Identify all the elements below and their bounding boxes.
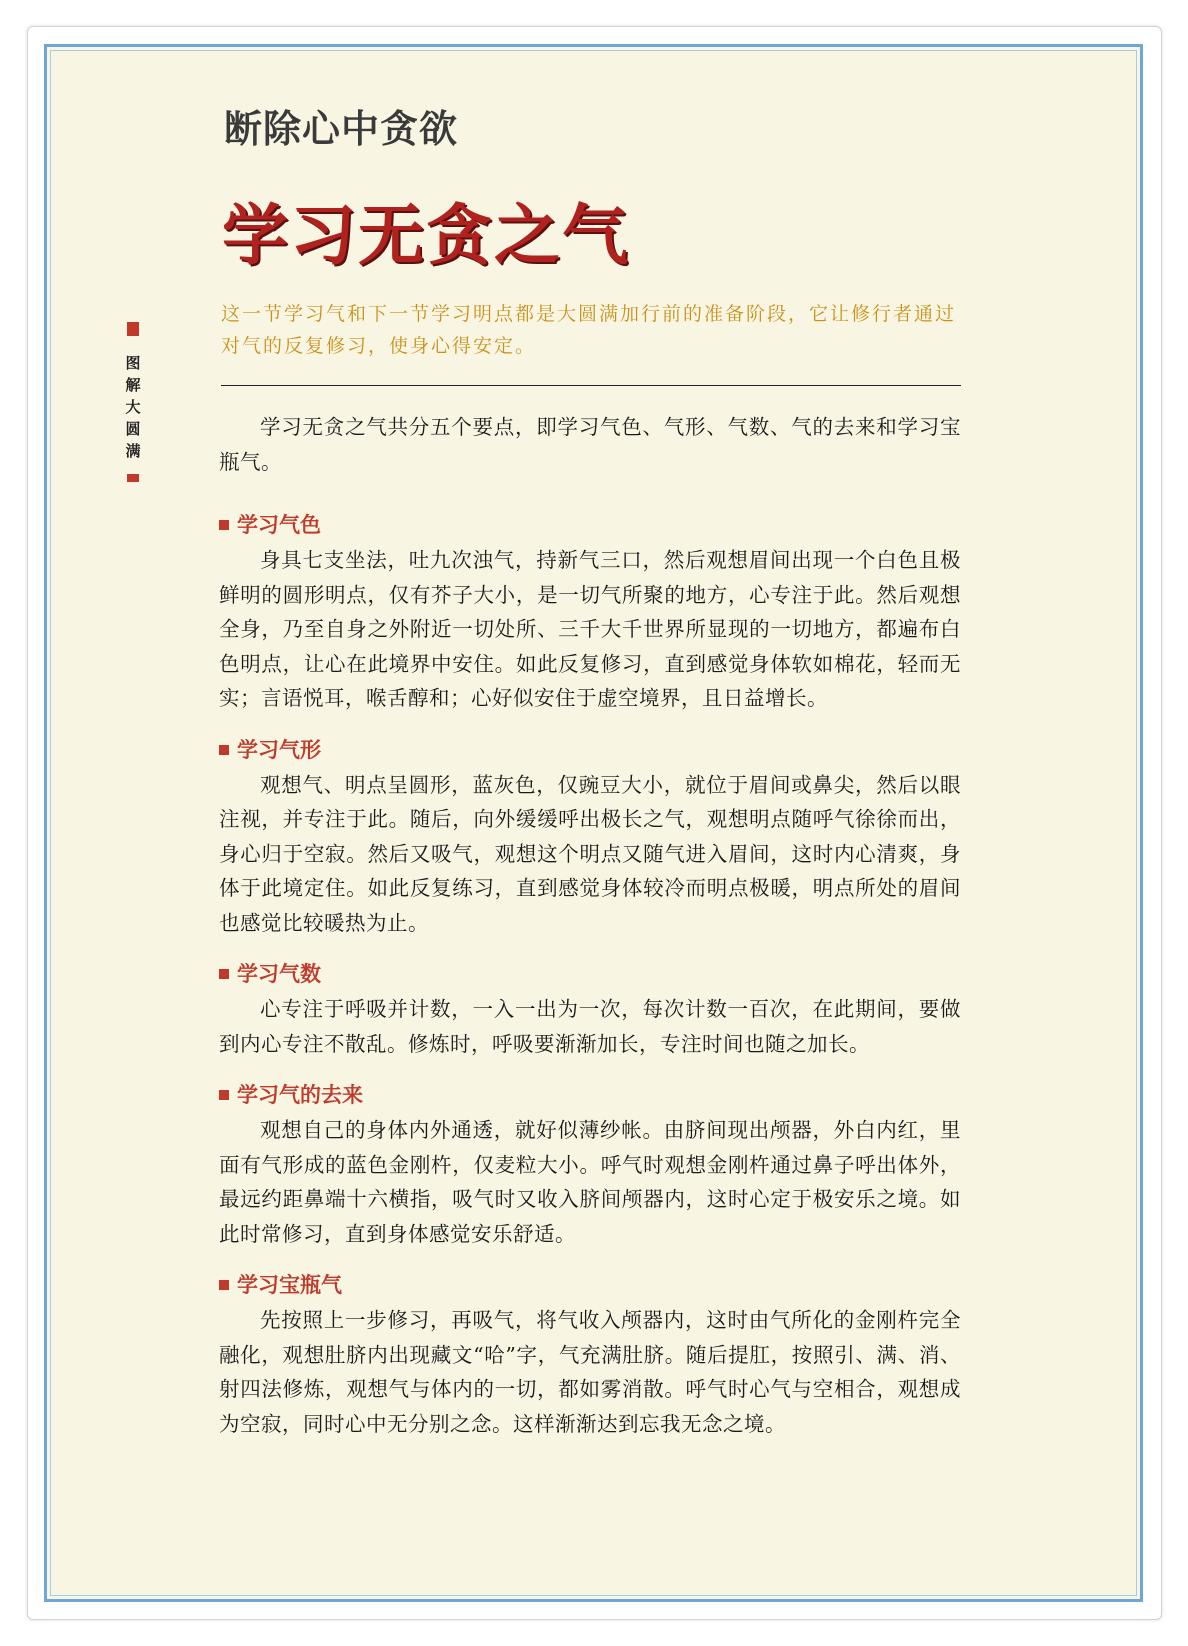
section-heading bbox=[219, 1082, 961, 1108]
lead-paragraph: 学习无贪之气共分五个要点，即学习气色、气形、气数、气的去来和学习宝瓶气。 bbox=[219, 415, 961, 474]
section-heading bbox=[219, 512, 961, 538]
section-heading-label: 学习气的去来 bbox=[237, 1083, 363, 1107]
section-paragraph: 观想自己的身体内外通透，就好似薄纱帐。由脐间现出颅器，外白内红，里面有气形成的蓝色金刚杵，仅麦粒大小。呼气时观想金刚杵通过鼻子呼出体外，最远约距鼻端十六横指，吸气时又收入脐间颅器内，这时心定于极安乐之境。如此时常修习，直到身体感觉安乐舒适。 bbox=[219, 1118, 961, 1246]
section-heading-label: 学习气形 bbox=[237, 737, 321, 762]
section-heading bbox=[219, 961, 961, 987]
section-heading-label: 学习气色 bbox=[237, 513, 321, 537]
section-paragraph: 观想气、明点呈圆形，蓝灰色，仅豌豆大小，就位于眉间或鼻尖，然后以眼注视，并专注于此。随后，向外缓缓呼出极长之气，观想明点随呼气徐徐而出，身心归于空寂。然后又吸气，观想这个明点又随气进入眉间，这时内心清爽，身体于此境定住。如此反复练习，直到感觉身体较冷而明点极暖，明点所处的眉间也感觉比较暖热为止。 bbox=[219, 772, 961, 935]
section-kicker: 断除心中贪欲 bbox=[224, 107, 459, 151]
section-paragraph: 心专注于呼吸并计数，一入一出为一次，每次计数一百次，在此期间，要做到内心专注不散乱。修炼时，呼吸要渐渐加长，专注时间也随之加长。 bbox=[219, 997, 961, 1056]
section-paragraph: 身具七支坐法，吐九次浊气，持新气三口，然后观想眉间出现一个白色且极鲜明的圆形明点，仅有芥子大小，是一切气所聚的地方，心专注于此。然后观想全身，乃至自身之外附近一切处所、三千大千世界所显现的一切地方，都遍布白色明点，让心在此境界中安住。如此反复修习，直到感觉身体软如棉花，轻而无实；言语悦耳，喉舌醇和；心好似安住于虚空境界，且日益增长。 bbox=[219, 548, 961, 710]
square-bullet-icon bbox=[219, 1280, 229, 1290]
section-paragraph: 先按照上一步修习，再吸气，将气收入颅器内，这时由气所化的金刚杵完全融化，观想肚脐内出现藏文“哈”字，气充满肚脐。随后提肛，按照引、满、消、射四法修炼，观想气与体内的一切，都如雾消散。呼气时心气与空相合，观想成为空寂，同时心中无分别之念。这样渐渐达到忘我无念之境。 bbox=[219, 1308, 961, 1436]
section-heading bbox=[219, 737, 961, 763]
intro-text: 这一节学习气和下一节学习明点都是大圆满加行前的准备阶段，它让修行者通过对气的反复修习，使身心得安定。 bbox=[221, 303, 957, 357]
square-bullet-icon bbox=[219, 1090, 229, 1100]
page-title: 学习无贪之气 bbox=[222, 196, 630, 274]
side-label: 图解大圆满 bbox=[125, 354, 141, 460]
side-tab bbox=[126, 322, 140, 482]
section-heading bbox=[219, 1272, 961, 1298]
square-bullet-icon bbox=[219, 969, 229, 979]
side-tab-mark-top bbox=[127, 322, 139, 336]
side-tab-mark-bottom bbox=[127, 474, 139, 482]
article-body bbox=[219, 410, 961, 1441]
square-bullet-icon bbox=[219, 520, 229, 530]
divider-rule bbox=[221, 385, 961, 386]
section-heading-label: 学习宝瓶气 bbox=[237, 1273, 342, 1297]
section-heading-label: 学习气数 bbox=[237, 962, 321, 986]
square-bullet-icon bbox=[219, 745, 229, 755]
